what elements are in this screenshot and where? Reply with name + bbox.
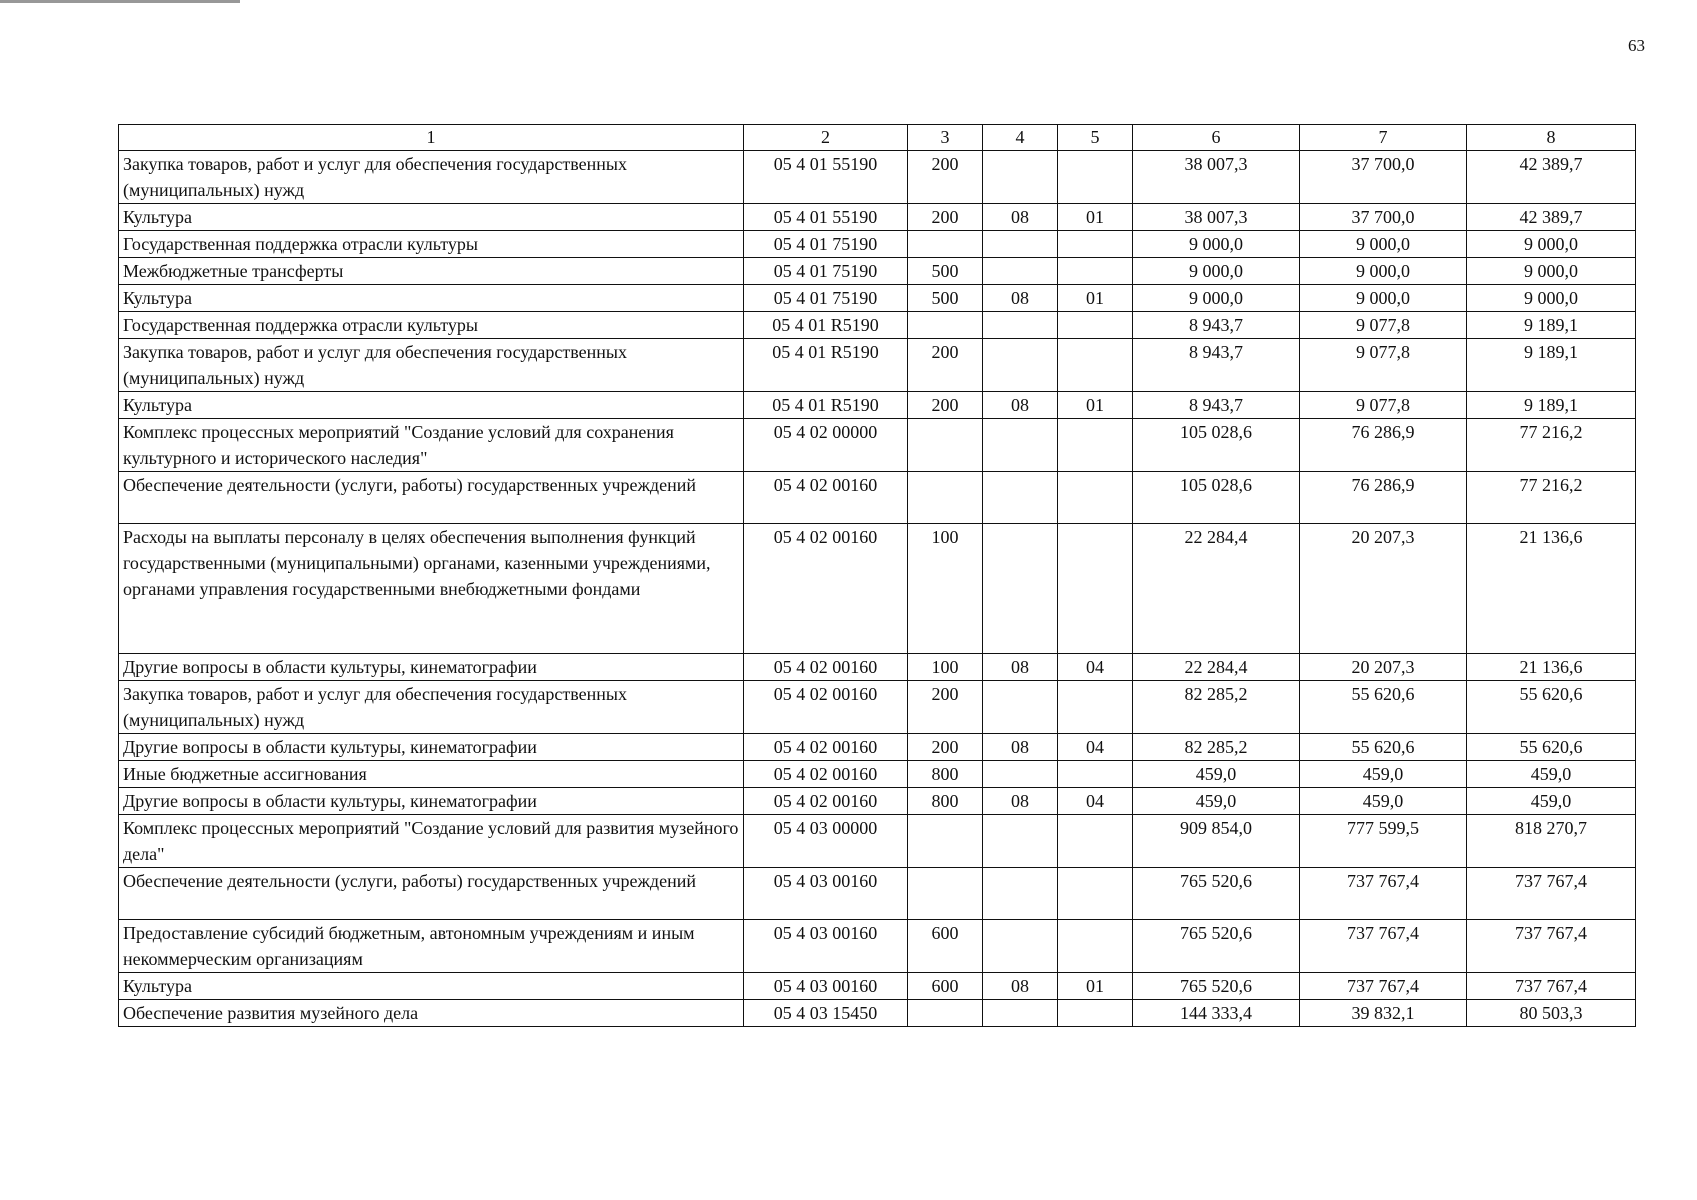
header-cell-5: 5 — [1058, 125, 1133, 151]
row-expense-type-cell — [908, 312, 983, 339]
row-section-cell — [983, 472, 1058, 524]
row-code-cell: 05 4 02 00160 — [744, 681, 908, 734]
table-row — [119, 973, 1636, 1000]
row-subsection-cell — [1058, 815, 1133, 868]
table-row — [119, 151, 1636, 204]
row-code-cell: 05 4 02 00160 — [744, 734, 908, 761]
row-value-col6-cell: 38 007,3 — [1133, 204, 1300, 231]
row-name-cell: Иные бюджетные ассигнования — [119, 761, 744, 788]
row-code-cell: 05 4 02 00000 — [744, 419, 908, 472]
row-subsection-cell — [1058, 151, 1133, 204]
row-value-col6-cell: 9 000,0 — [1133, 285, 1300, 312]
row-value-col7-cell: 55 620,6 — [1300, 681, 1467, 734]
budget-table — [118, 124, 1636, 1027]
row-subsection-cell: 04 — [1058, 734, 1133, 761]
header-cell-3: 3 — [908, 125, 983, 151]
row-code-cell: 05 4 03 00160 — [744, 920, 908, 973]
row-name-cell: Культура — [119, 973, 744, 1000]
row-expense-type-cell: 600 — [908, 920, 983, 973]
row-expense-type-cell: 100 — [908, 654, 983, 681]
header-cell-1: 1 — [119, 125, 744, 151]
table-row — [119, 231, 1636, 258]
page-number: 63 — [1628, 36, 1645, 55]
row-value-col7-cell: 9 000,0 — [1300, 258, 1467, 285]
row-subsection-cell: 04 — [1058, 654, 1133, 681]
row-value-col8-cell: 9 189,1 — [1467, 312, 1636, 339]
row-name-cell: Культура — [119, 392, 744, 419]
table-row — [119, 392, 1636, 419]
row-value-col6-cell: 459,0 — [1133, 761, 1300, 788]
row-subsection-cell: 01 — [1058, 204, 1133, 231]
row-value-col8-cell: 818 270,7 — [1467, 815, 1636, 868]
table-row — [119, 258, 1636, 285]
row-section-cell — [983, 339, 1058, 392]
row-value-col6-cell: 82 285,2 — [1133, 681, 1300, 734]
row-section-cell: 08 — [983, 285, 1058, 312]
row-code-cell: 05 4 01 75190 — [744, 258, 908, 285]
row-value-col8-cell: 42 389,7 — [1467, 151, 1636, 204]
row-section-cell — [983, 524, 1058, 654]
table-row — [119, 339, 1636, 392]
row-subsection-cell: 01 — [1058, 285, 1133, 312]
row-value-col8-cell: 77 216,2 — [1467, 419, 1636, 472]
row-expense-type-cell — [908, 472, 983, 524]
row-subsection-cell — [1058, 524, 1133, 654]
row-section-cell: 08 — [983, 204, 1058, 231]
row-name-cell: Обеспечение деятельности (услуги, работы) государственных учреждений — [119, 868, 744, 920]
row-expense-type-cell: 200 — [908, 339, 983, 392]
row-value-col7-cell: 459,0 — [1300, 761, 1467, 788]
row-value-col8-cell: 55 620,6 — [1467, 681, 1636, 734]
row-value-col6-cell: 82 285,2 — [1133, 734, 1300, 761]
row-value-col6-cell: 8 943,7 — [1133, 392, 1300, 419]
row-section-cell: 08 — [983, 734, 1058, 761]
header-cell-8: 8 — [1467, 125, 1636, 151]
row-value-col7-cell: 55 620,6 — [1300, 734, 1467, 761]
row-subsection-cell — [1058, 681, 1133, 734]
table-row — [119, 524, 1636, 654]
row-expense-type-cell — [908, 231, 983, 258]
row-code-cell: 05 4 01 R5190 — [744, 312, 908, 339]
row-value-col6-cell: 144 333,4 — [1133, 1000, 1300, 1027]
row-value-col8-cell: 459,0 — [1467, 788, 1636, 815]
row-section-cell: 08 — [983, 973, 1058, 1000]
row-section-cell — [983, 1000, 1058, 1027]
row-section-cell — [983, 920, 1058, 973]
row-expense-type-cell: 200 — [908, 734, 983, 761]
row-code-cell: 05 4 01 55190 — [744, 204, 908, 231]
row-code-cell: 05 4 01 R5190 — [744, 392, 908, 419]
row-expense-type-cell: 600 — [908, 973, 983, 1000]
row-name-cell: Комплекс процессных мероприятий "Создание условий для сохранения культурного и исторического наследия" — [119, 419, 744, 472]
row-value-col7-cell: 39 832,1 — [1300, 1000, 1467, 1027]
row-value-col7-cell: 9 000,0 — [1300, 231, 1467, 258]
row-value-col6-cell: 909 854,0 — [1133, 815, 1300, 868]
row-code-cell: 05 4 03 15450 — [744, 1000, 908, 1027]
row-code-cell: 05 4 01 55190 — [744, 151, 908, 204]
row-value-col7-cell: 737 767,4 — [1300, 920, 1467, 973]
row-name-cell: Государственная поддержка отрасли культуры — [119, 312, 744, 339]
row-subsection-cell — [1058, 920, 1133, 973]
row-value-col8-cell: 9 189,1 — [1467, 339, 1636, 392]
header-cell-7: 7 — [1300, 125, 1467, 151]
row-code-cell: 05 4 01 75190 — [744, 285, 908, 312]
row-value-col8-cell: 459,0 — [1467, 761, 1636, 788]
table-row — [119, 312, 1636, 339]
row-name-cell: Культура — [119, 285, 744, 312]
row-value-col6-cell: 459,0 — [1133, 788, 1300, 815]
row-name-cell: Закупка товаров, работ и услуг для обеспечения государственных (муниципальных) нужд — [119, 681, 744, 734]
row-expense-type-cell — [908, 419, 983, 472]
row-subsection-cell: 01 — [1058, 392, 1133, 419]
row-name-cell: Межбюджетные трансферты — [119, 258, 744, 285]
row-value-col7-cell: 9 000,0 — [1300, 285, 1467, 312]
row-name-cell: Комплекс процессных мероприятий "Создание условий для развития музейного дела" — [119, 815, 744, 868]
row-value-col8-cell: 55 620,6 — [1467, 734, 1636, 761]
table-row — [119, 761, 1636, 788]
row-value-col7-cell: 9 077,8 — [1300, 392, 1467, 419]
row-subsection-cell — [1058, 761, 1133, 788]
row-value-col7-cell: 20 207,3 — [1300, 524, 1467, 654]
row-value-col6-cell: 22 284,4 — [1133, 524, 1300, 654]
row-subsection-cell — [1058, 1000, 1133, 1027]
row-expense-type-cell: 800 — [908, 788, 983, 815]
row-value-col8-cell: 737 767,4 — [1467, 868, 1636, 920]
row-value-col8-cell: 9 000,0 — [1467, 285, 1636, 312]
row-value-col6-cell: 8 943,7 — [1133, 312, 1300, 339]
row-name-cell: Расходы на выплаты персоналу в целях обеспечения выполнения функций государственными (муниципальными) органами, казенными учреждениями, органами управления государственными внебюджетными фондами — [119, 524, 744, 654]
row-value-col7-cell: 737 767,4 — [1300, 973, 1467, 1000]
row-code-cell: 05 4 03 00160 — [744, 973, 908, 1000]
row-name-cell: Другие вопросы в области культуры, кинематографии — [119, 654, 744, 681]
row-section-cell — [983, 868, 1058, 920]
row-value-col8-cell: 21 136,6 — [1467, 524, 1636, 654]
table-row — [119, 472, 1636, 524]
row-value-col6-cell: 105 028,6 — [1133, 419, 1300, 472]
row-value-col7-cell: 20 207,3 — [1300, 654, 1467, 681]
row-section-cell: 08 — [983, 788, 1058, 815]
row-code-cell: 05 4 02 00160 — [744, 654, 908, 681]
table-row — [119, 815, 1636, 868]
table-row — [119, 285, 1636, 312]
row-value-col6-cell: 765 520,6 — [1133, 920, 1300, 973]
row-section-cell — [983, 815, 1058, 868]
row-name-cell: Обеспечение деятельности (услуги, работы) государственных учреждений — [119, 472, 744, 524]
row-section-cell: 08 — [983, 654, 1058, 681]
row-section-cell — [983, 151, 1058, 204]
row-value-col6-cell: 9 000,0 — [1133, 231, 1300, 258]
row-code-cell: 05 4 02 00160 — [744, 788, 908, 815]
row-value-col6-cell: 765 520,6 — [1133, 973, 1300, 1000]
row-expense-type-cell: 500 — [908, 285, 983, 312]
row-code-cell: 05 4 01 75190 — [744, 231, 908, 258]
row-value-col8-cell: 737 767,4 — [1467, 920, 1636, 973]
row-subsection-cell — [1058, 231, 1133, 258]
row-value-col8-cell: 80 503,3 — [1467, 1000, 1636, 1027]
row-expense-type-cell — [908, 815, 983, 868]
row-value-col7-cell: 37 700,0 — [1300, 204, 1467, 231]
row-value-col7-cell: 9 077,8 — [1300, 312, 1467, 339]
row-code-cell: 05 4 01 R5190 — [744, 339, 908, 392]
row-value-col8-cell: 9 000,0 — [1467, 231, 1636, 258]
row-value-col8-cell: 42 389,7 — [1467, 204, 1636, 231]
row-subsection-cell — [1058, 419, 1133, 472]
row-value-col7-cell: 777 599,5 — [1300, 815, 1467, 868]
row-section-cell — [983, 681, 1058, 734]
row-value-col6-cell: 38 007,3 — [1133, 151, 1300, 204]
row-section-cell — [983, 231, 1058, 258]
table-row — [119, 734, 1636, 761]
row-expense-type-cell: 200 — [908, 204, 983, 231]
table-row — [119, 654, 1636, 681]
header-cell-4: 4 — [983, 125, 1058, 151]
row-code-cell: 05 4 02 00160 — [744, 524, 908, 654]
row-value-col6-cell: 9 000,0 — [1133, 258, 1300, 285]
row-name-cell: Культура — [119, 204, 744, 231]
row-subsection-cell — [1058, 868, 1133, 920]
table-row — [119, 868, 1636, 920]
table-row — [119, 419, 1636, 472]
row-subsection-cell: 04 — [1058, 788, 1133, 815]
row-subsection-cell — [1058, 472, 1133, 524]
row-section-cell: 08 — [983, 392, 1058, 419]
row-name-cell: Предоставление субсидий бюджетным, автономным учреждениям и иным некоммерческим организациям — [119, 920, 744, 973]
header-cell-2: 2 — [744, 125, 908, 151]
row-value-col7-cell: 37 700,0 — [1300, 151, 1467, 204]
row-name-cell: Государственная поддержка отрасли культуры — [119, 231, 744, 258]
row-value-col6-cell: 105 028,6 — [1133, 472, 1300, 524]
row-value-col6-cell: 765 520,6 — [1133, 868, 1300, 920]
row-code-cell: 05 4 02 00160 — [744, 761, 908, 788]
row-value-col8-cell: 737 767,4 — [1467, 973, 1636, 1000]
row-expense-type-cell: 200 — [908, 392, 983, 419]
row-section-cell — [983, 761, 1058, 788]
row-subsection-cell — [1058, 312, 1133, 339]
row-expense-type-cell: 200 — [908, 681, 983, 734]
row-name-cell: Закупка товаров, работ и услуг для обеспечения государственных (муниципальных) нужд — [119, 339, 744, 392]
table-row — [119, 204, 1636, 231]
row-name-cell: Другие вопросы в области культуры, кинематографии — [119, 734, 744, 761]
row-name-cell: Закупка товаров, работ и услуг для обеспечения государственных (муниципальных) нужд — [119, 151, 744, 204]
row-name-cell: Обеспечение развития музейного дела — [119, 1000, 744, 1027]
row-expense-type-cell — [908, 1000, 983, 1027]
row-code-cell: 05 4 03 00160 — [744, 868, 908, 920]
row-expense-type-cell: 500 — [908, 258, 983, 285]
row-expense-type-cell: 800 — [908, 761, 983, 788]
scan-edge-mark — [0, 0, 240, 3]
row-name-cell: Другие вопросы в области культуры, кинематографии — [119, 788, 744, 815]
row-code-cell: 05 4 02 00160 — [744, 472, 908, 524]
row-value-col8-cell: 9 000,0 — [1467, 258, 1636, 285]
row-expense-type-cell: 200 — [908, 151, 983, 204]
table-row — [119, 920, 1636, 973]
row-section-cell — [983, 419, 1058, 472]
row-section-cell — [983, 312, 1058, 339]
row-subsection-cell — [1058, 339, 1133, 392]
row-section-cell — [983, 258, 1058, 285]
table-header-row — [119, 125, 1636, 151]
row-value-col6-cell: 22 284,4 — [1133, 654, 1300, 681]
row-value-col8-cell: 9 189,1 — [1467, 392, 1636, 419]
row-value-col8-cell: 77 216,2 — [1467, 472, 1636, 524]
header-cell-6: 6 — [1133, 125, 1300, 151]
table-row — [119, 681, 1636, 734]
row-value-col8-cell: 21 136,6 — [1467, 654, 1636, 681]
row-value-col7-cell: 9 077,8 — [1300, 339, 1467, 392]
row-value-col7-cell: 76 286,9 — [1300, 419, 1467, 472]
row-subsection-cell — [1058, 258, 1133, 285]
row-value-col7-cell: 459,0 — [1300, 788, 1467, 815]
row-value-col6-cell: 8 943,7 — [1133, 339, 1300, 392]
row-value-col7-cell: 76 286,9 — [1300, 472, 1467, 524]
table-row — [119, 788, 1636, 815]
row-expense-type-cell — [908, 868, 983, 920]
row-subsection-cell: 01 — [1058, 973, 1133, 1000]
row-value-col7-cell: 737 767,4 — [1300, 868, 1467, 920]
row-expense-type-cell: 100 — [908, 524, 983, 654]
table-row — [119, 1000, 1636, 1027]
row-code-cell: 05 4 03 00000 — [744, 815, 908, 868]
